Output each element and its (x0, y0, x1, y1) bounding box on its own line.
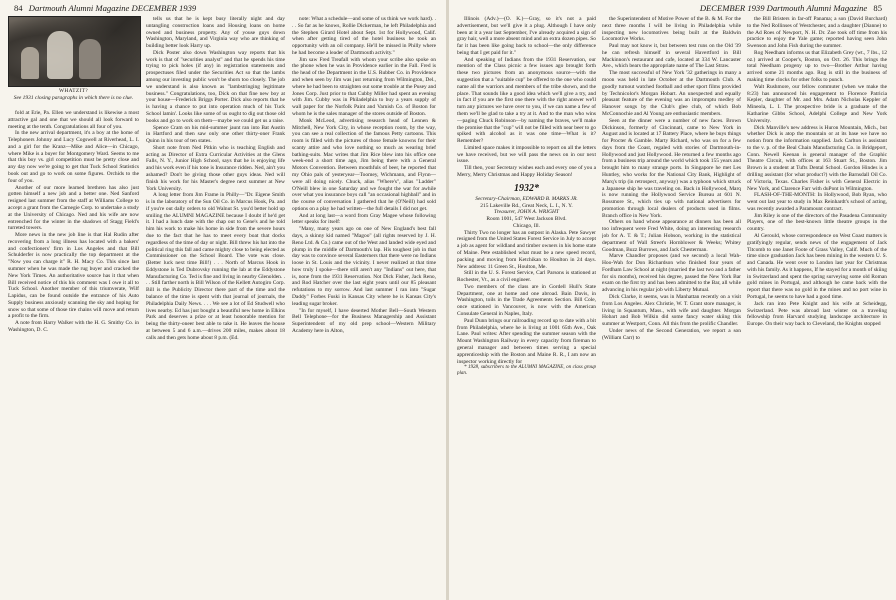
paragraph: Paul may not know it, but between test runs on the Old '39 he can refresh himself in several Havertford in Bill Mackinnon's restaurant and cafe, located at 334 W. Lancaster Ave., which bears the appropriate name of The Last Straw. (602, 43, 741, 70)
paragraph: Dick Manville's new address is Huron Mountain, Mich., but whether Dick is atop the mountain or at its base we have no notion from the information supplied. Jack Carlton is assistant to the v. p. of the Beal Chain Manufacturing Co. in Bridgeport, Conn. Newell Keenan is general manager of the Graphic Theatre Circuit, with offices at 163 Stuart St., Boston. Jim Brown is a student at Tufts Dental School. Gordon Hindes is a drilling assistant (for what product?) with the Barnsdall Oil Co. of Victoria, Texas. Charles Fisher is with General Electric in New York, and Clarence Farr with duPont in Wilmington. (747, 124, 887, 192)
paragraph: Seen at the dinner were a number of new faces. Brown Dickinson, formerly of Cincinnati, came to New York in August and is located at 17 Battery Place, where he buys things for Procter & Gamble. Marty Richard, who was on for a few days from the Coast, regaled with stories of Dartmouth-in-Hollywood and just Hollywood. He returned a few months ago from a business trip around the world which took 155 years and brought him to many strange ports. In Singapore he met Les Huntley, who works for the National City Bank, Highlight of Marq's trip (in retrospect, anyway) was a typhoon which struck a Japanese ship he was traveling on. Back in Hollywood, Marq is now running the Hollywood Service Bureau at 601 N. Rossmore St., which ties up with national advertisers for promotion through local dealers of products used in films. Branch office in New York. (602, 117, 741, 219)
paragraph: In the new arrival department, it's a boy at the home of Telephoners Johnny and Lucy Cogswell at Riverhead, L. I. and a girl for the Kranz—Mike and Alice—in Chicago, where Mike is a buyer for Montgomery Ward. Seems to me that this boy vs. girl competition must be pretty close and any day now we're going to get that Tuck School Statistics book out and go to work on some figures. Orchids to the four of you. (8, 130, 139, 184)
class-officer-line: Treasurer, JOHN A. WRIGHT (494, 209, 559, 216)
photo-caption (8, 88, 139, 101)
paragraph: note: What a schedule—and some of us think we work hard). . . . So far as he knows, Rollie Dickerman, he left Philadelphia and the Stephen Girard Hotel about Sept. 1st for Hollywood, Calif. when after getting tired of the hotel business he took an opportunity with an oil company. He'll be missed in Philly where he had become a leader of Dartmouth activity." (292, 16, 436, 56)
left-column-1 (8, 110, 139, 596)
class-officers (457, 196, 596, 230)
paragraph: Rog Needham informs us that Elizabeth Grey (wt., 7 lbs., 12 oz.) arrived at Cooper's, Boston, on Oct. 26. This brings the total Needham progeny up to two—Brother Arthur having arrived some 21 months ago. Rog is still in the business of making time clocks for other folks to punch. (747, 49, 887, 84)
paragraph: Still in the U. S. Forest Service, Carl Parsons is stationed at Rochester, Vt., as a civil engineer. (457, 270, 596, 284)
class-heading-1932: 1932* (514, 182, 539, 194)
paragraph: Marve Chandler proposes (and we second) a local Wah-Hoo-Wah for Don Richardson who finished four years of Fordham Law School at night (married the last two and a father for six months), received his degree, passed the New York Bar exam on the first try and has been admitted to the Bar, all while advancing in his regular job with Liberty Mutual. (602, 253, 741, 294)
class-footnote: * 1928, subscribers to the ALUMNI MAGAZINE, on class group plan. (457, 365, 596, 377)
left-column-2 (146, 16, 285, 596)
class-officer-line: 215 Lakeville Rd., Great Neck, L. I., N. Y. (480, 202, 573, 209)
right-running-title: Dartmouth Alumni Magazine (766, 3, 868, 13)
paragraph: Under news of the Second Generation, we report a son (William Carr) to (602, 327, 741, 341)
paragraph: And at long last—a word from Gray Magee whose following letter speaks for itself: (292, 212, 436, 226)
right-page-number: 85 (873, 3, 882, 13)
paragraph: Paul Dunn brings our railroading record up to date with a bit from Philadelphia, where he is living at 1001 65th Ave., Oak Lane. Paul writes: After spending the summer season with the Mount Washington Railway in every capacity from fireman to general manager and between times serving a special apprenticeship with the Boston and Maine R. R., I am now an inspector working directly for (457, 317, 596, 365)
paragraph: Limited space makes it impossible to report on all the letters we have received, but we will pass the news on in our next issue. (457, 144, 596, 165)
paragraph: Short note from Ned Pitkin who is teaching English and acting as Director of Extra Curricular Activities at the Glens Falls, N. Y., Junior High School, says that he is enjoying life and his work even if his tone is Insurance ridden. Ned, ain't you ashamed? Don't be giving those other guys ideas. Ned will finish his work for his Master's degree next summer at New York University. (146, 144, 285, 192)
paragraph: FLASH-OF-THE-MONTH: In Hollywood, Bob Ryan, who went out last year to study in Max Reinhardt's school of acting, was recently awarded a Paramount contract. (747, 192, 887, 212)
paragraph: The most successful of New York '32 gatherings in many a moon was held in late October at the Dartmouth Club. A goodly turnout watched football and other sport films provided by Technicolor's Morgan Hobart. An unexpected and equally pleasant feature of the evening was an impromptu medley of Hanover songs by the Club's glee club, of which Bob McConnochie and Al Young are enthusiastic members. (602, 70, 741, 117)
paragraph: Monk McLeod, advertising research head of Lennen & Mitchell, New York City, in whose reception room, by the way, you can see a real collection of the famous Petty cartoons. This room is filled with the pictures of those female knowns for their scanty attire and who love nothing so much as wearing brief bathing-suits. Mac writes that Jim Rice blew into his office one week-end a short time ago, Jim being there with a General Motors Convention. Between mouthfuls of beer, he reported that my Ohio pals of yesteryear—Toomey, Wichmann, and Flynn—were all doing nicely. Chuck, alias "Where's", alias "Ladder" O'Neill blew in one Saturday and we fought the war for awhile over what you insurance boys call "an occasional highball" and in the course of conversation I gathered that he (O'Neill) had sold options on a play he had written—the full details I did not get. (292, 117, 436, 212)
paragraph: Spence Cram on his mid-summer jaunt ran into Bat Austin in Hartford and then saw only one other thirty-oner Frank Quinn in his tour of ten states. (146, 124, 285, 145)
paragraph: "Many, many years ago on one of New England's best fall days, a skinny kid named "Magoo" (all rights reserved by J. H. Reno Ltd. & Co.) came out of the West and landed wide eyed and plump in the middle of Dartmouth's lap. His toughest job in that day was to convince several Easterners that there were no Indians loose in St. Louis and the vicinity. I never realized at that time how truly I spoke—there still aren't any "Indians" out here, that is, none from the 1931 Reservation. Not Dick Fisher, Jack Reno, and Rod Hatcher over the last eight years until our 85 pleasant refutations to my sorrow. And last summer I ran into "Sugar Daddy" Forbes Fuski in Kansas City where he is Kansas City's leading sugar broker. (292, 226, 436, 307)
class-officer-line: Secretary-Chairman, EDWARD B. MARKS JR. (475, 195, 578, 202)
class-officer-line: Room 1001, 547 West Jackson Blvd. (486, 216, 567, 223)
paragraph: Jim saw Fred Treafall with whom your scribe also spoke on the phone when he was in Providence earlier in the Fall. Fred is the head of the Department in the U.S. Rubber Co. in Providence and when seen by Jim was just returning from Wilmington, Del., where he had been to straighten out some trouble at the Pusey and Jones Corp. Just prior to that Cubby Miller had spent an evening with Jim. Cubby was in Philadelphia to buy a years supply of wall paper for the Norfolk Paint and Varnish Co. of Boston for whom he is the sales manager of the stores outside of Boston. (292, 56, 436, 117)
left-page-number: 84 (14, 3, 23, 13)
paragraph: tells us that he is kept busy literally night and day untangling construction loans and Housing loans on home owned and business property. Any of youse guys down Washington, Maryland, and Virginia way who are thinking of building better look Harry up. (146, 16, 285, 50)
left-page (0, 0, 447, 600)
right-column-3 (747, 16, 887, 596)
right-running-head (700, 3, 886, 13)
right-issue: DECEMBER 1939 (699, 3, 765, 13)
paragraph: Dick Poster also down Washington way reports that his work is that of "securities analyst" and that he spends his time trying to pick holes (if any) in registration statements and prospectuses filed under the Securities Act so that the lambs among our investing public won't be shorn too closely. The job we understand is also known as "lambstringing legitimate business." Congratulations, too, Dick on that fine new boy at your house—Frederick Briggs Porter. Dick also reports that he is having a chance to put into operation much of his Tuck School lamin'. Looks like some of us ought to dig out those old books and go to work on them—maybe we could get us a raise. (146, 49, 285, 124)
paragraph: More news in the new job line is that Hal Rudin after recovering from a long illness has located with a bakers' and confectioners' firm in Los Angeles and that Bill Schulderfer is now practically the top department at the "Now you can charge it" R. H. Macy Co. This since last summer when he was made the rug buyer and cracked the New York Times. An authoritative source has it that when Bill received notice of this his comment was I owe it all to Tuck School. Another member of this triumverate, Wilf Lapidus, can be found outside the entrance of his Auto Supply business anxiously scanning the sky and hoping for snow so that some of those tire chains will move and return a profit to the firm. (8, 232, 139, 320)
paragraph: fold at Erie, Pa. Ellen we understand is likewise a most attractive gal and one that we should all look forward to meeting at the tenth. Congratulations all four of you. (8, 110, 139, 130)
paragraph: Al Gerould, whose correspondence on West Coast matters is gratifyingly regular, sends news of the engagement of Jack Titcomb to one Janet Foote of Grass Valley, Calif. Much of the time since graduation Jack has been mining in the western U. S. and Canada. He went over to London last year for Christmas with his family. As it happens, If he stayed for a month of skiing in Switzerland and spent the spring surveying some old Roman gold mines in Portugal, and although he came back with the report that there was no gold in the mines and no port wine in Portugal, he seems to have had a good time. (747, 233, 887, 301)
paragraph: "In for myself, I have deserted Mother Bell—South Western Bell Telephone—for the Business Managership and Assistant Superintendent of my old prep school—Western Military Academy here in Alton, (292, 307, 436, 334)
paragraph: Illinois (Adv.)—(O. K.)—Gray, so it's not a paid advertisement, but we'll give it a plug. Although I have only been at it a year last September, I've already acquired a sign of gray hair, well a more absent mind and an extra dozen pipes. So far it has been like going back to school—the only difference being that I get paid for it." (457, 16, 596, 56)
right-page (449, 0, 896, 600)
paragraph: A note from Harry Walker with the H. G. Smithy Co. in Washington, D. C. (8, 320, 139, 333)
photo-caption-text: See 1931 closing paragraphs in which there is no clue. (13, 94, 134, 101)
paragraph: Jack ran into Pete Knight and his wife at Scheidegg, Switzerland. Pete was abroad last winter on a traveling fellowship from Harvard studying landscape architecture in Europe. On their way back to Cleveland, the Knights stopped (747, 300, 887, 328)
paragraph: Others on hand whose appearance at dinners has been all too infrequent were Fred White, doing an interesting research job for A. T. & T.; Julian Hobson, working in the statistical department of Wall Street's Hornblower & Weeks; Whitey Goodman, Buzz Burrows, and Jack Chesterman. (602, 219, 741, 253)
paragraph: A long letter from Jim Frame in Philly—"Dr. Eigene Smith is in the laboratory of the Sun Oil Co. in Marcus Hook, Pa. and if you're out dally orders to old Walnut St. you'd better hold up smiling the ALUMNI MAGAZINE because I doubt if he'd get it. I had a lunch date with the chap out to Gene's and he told him his work to make his home in side from the severe hours due to the fact that he has to meet every boat that docks regardless of the time of day or night. Bill threw his hat into the political ring this fall and came mighty close to being elected as Commissioner on the School Board. The vote was close. (Better luck next time Bill!) . . . North of Marcus Hook in Eddystone is Ted Dubrovsky running the lab at the Eddystone Manufacturing Co. Ted is fine and living in nearby Glenolden. . . . Still farther north is Bill Wilson of the Kellett Autogiro Corp. Bill is the Publicity Director there part of the time and the balance of the time is spent with that journal of journals, the Philadelphia Daily News. . . . We see a lot of Ed Studwell who lives nearby. Ed has just bought a beautiful new home in Elkins Park and deserves a prize or at least honorable mention for being the thirty-oneer best able to take it. He leaves the house at between 5 and 6 a.m.—drives 200 miles, makes about 18 calls and then gets home about 8 p.m. (Ed. (146, 192, 285, 341)
left-issue: DECEMBER 1939 (131, 3, 197, 13)
paragraph: Thirty Two no longer has an outpost in Alaska. Pete Sawyer resigned from the United States Forest Service in July to accept a job as agent for wildland and timber owners in his home state of Maine. Pete established what must be a new speed record, packing and moving from Ketchikan to Houlton in 24 days. New address: 11 Green St., Houlton, Me. (457, 229, 596, 270)
paragraph: Jim Riley is one of the directors of the Pasadena Community Players, one of the best-known little theatre groups in the country. (747, 212, 887, 233)
paragraph: Two members of the class are in Gordell Hull's State Department, one at home and one abroad. Bain Davis, in Washington, toils in the Trade Agreements Section. Bill Cole, once stationed in Vancouver, is now with the American Consulate General in Naples, Italy. (457, 283, 596, 318)
right-col1-bottom (457, 230, 596, 366)
paragraph: the Bill Bristers in far-off Panama; a son (David Burchard) to the Ned Rollinses of Westchester, and a daughter (Dianne) to the Ad Roes of Newport, N. H. Dr. Zoe took off time from his practice to enjoy the Yale game; reported having seen John Swenson and John Fish during the summer. (747, 16, 887, 50)
right-col1-top (457, 16, 596, 179)
paragraph: And speaking of Indians from the 1931 Reservation, our mention of the Class picnic a few issues ago brought forth these two pictures from an anonymous source—with the suggestion that a "suitable cup" be offered to the one who could name all the warriors and members of the tribe shown, and the place. That sounds like a good idea which we'll give a try, and in fact if you are the first one there with the right answer we'll turn any pictures we have over to you, if we can name a few of them we'll be glad to take a try at it. And to the man who wins—paging Chuck Robinson—by naming the braves, we'll make the promise that the "cup" will not be filled with near beer to go spiked with alcohol as it was one time—What is it? Remember? (457, 56, 596, 145)
paragraph: Dick Clarke, it seems, was in Manhattan recently on a visit from Los Angeles. Alex Christie, W. T. Grant store manager, is living in Squantum, Mass., with wife and daughter. Morgan Hobart and Bob Wilkin did some fancy water skiing this summer at Westport, Conn. All this from the prolific Chandler. (602, 294, 741, 328)
paragraph: Another of our more learned brethren has also just gotten himself a new job and a better one. Ned Sanford resigned last summer from the staff at Williams College to accept a grant from the Carnegie Corp. to undertake a study at the University of Chicago. Ned and his wife are now entrenched for the winter in the shadows of Stagg Field's turreted towers. (8, 184, 139, 232)
paragraph: Till then, your Secretary wishes each and every one of you a Merry, Merry Christmas and Happy Holiday Season! (457, 165, 596, 178)
class-officer-line: Chicago, Ill. (512, 222, 541, 229)
paragraph: the Superintendent of Motive Power of the B. & M. For the next three months I will be living in Philadelphia while inspecting new locomotives being built at the Baldwin Locomotive Works. (602, 16, 741, 43)
left-column-3 (292, 16, 436, 596)
paragraph: Walt Rushmore, our fellow commuter (when we make the 8:23) has announced his engagement to Florence Patricia Kepler, daughter of Mr. and Mrs. Adam Nicholas Keppler of Mineola, L. I. The prospective bride is a graduate of the Katharine Gibbs School, Adelphi College and New York University. (747, 83, 887, 124)
right-column-1 (457, 16, 596, 596)
whatzit-photo (8, 16, 141, 87)
left-running-head (10, 3, 196, 13)
photo-caption-title: WHATZIT? (59, 88, 88, 94)
right-column-2 (602, 16, 741, 596)
left-running-title: Dartmouth Alumni Magazine (28, 3, 130, 13)
